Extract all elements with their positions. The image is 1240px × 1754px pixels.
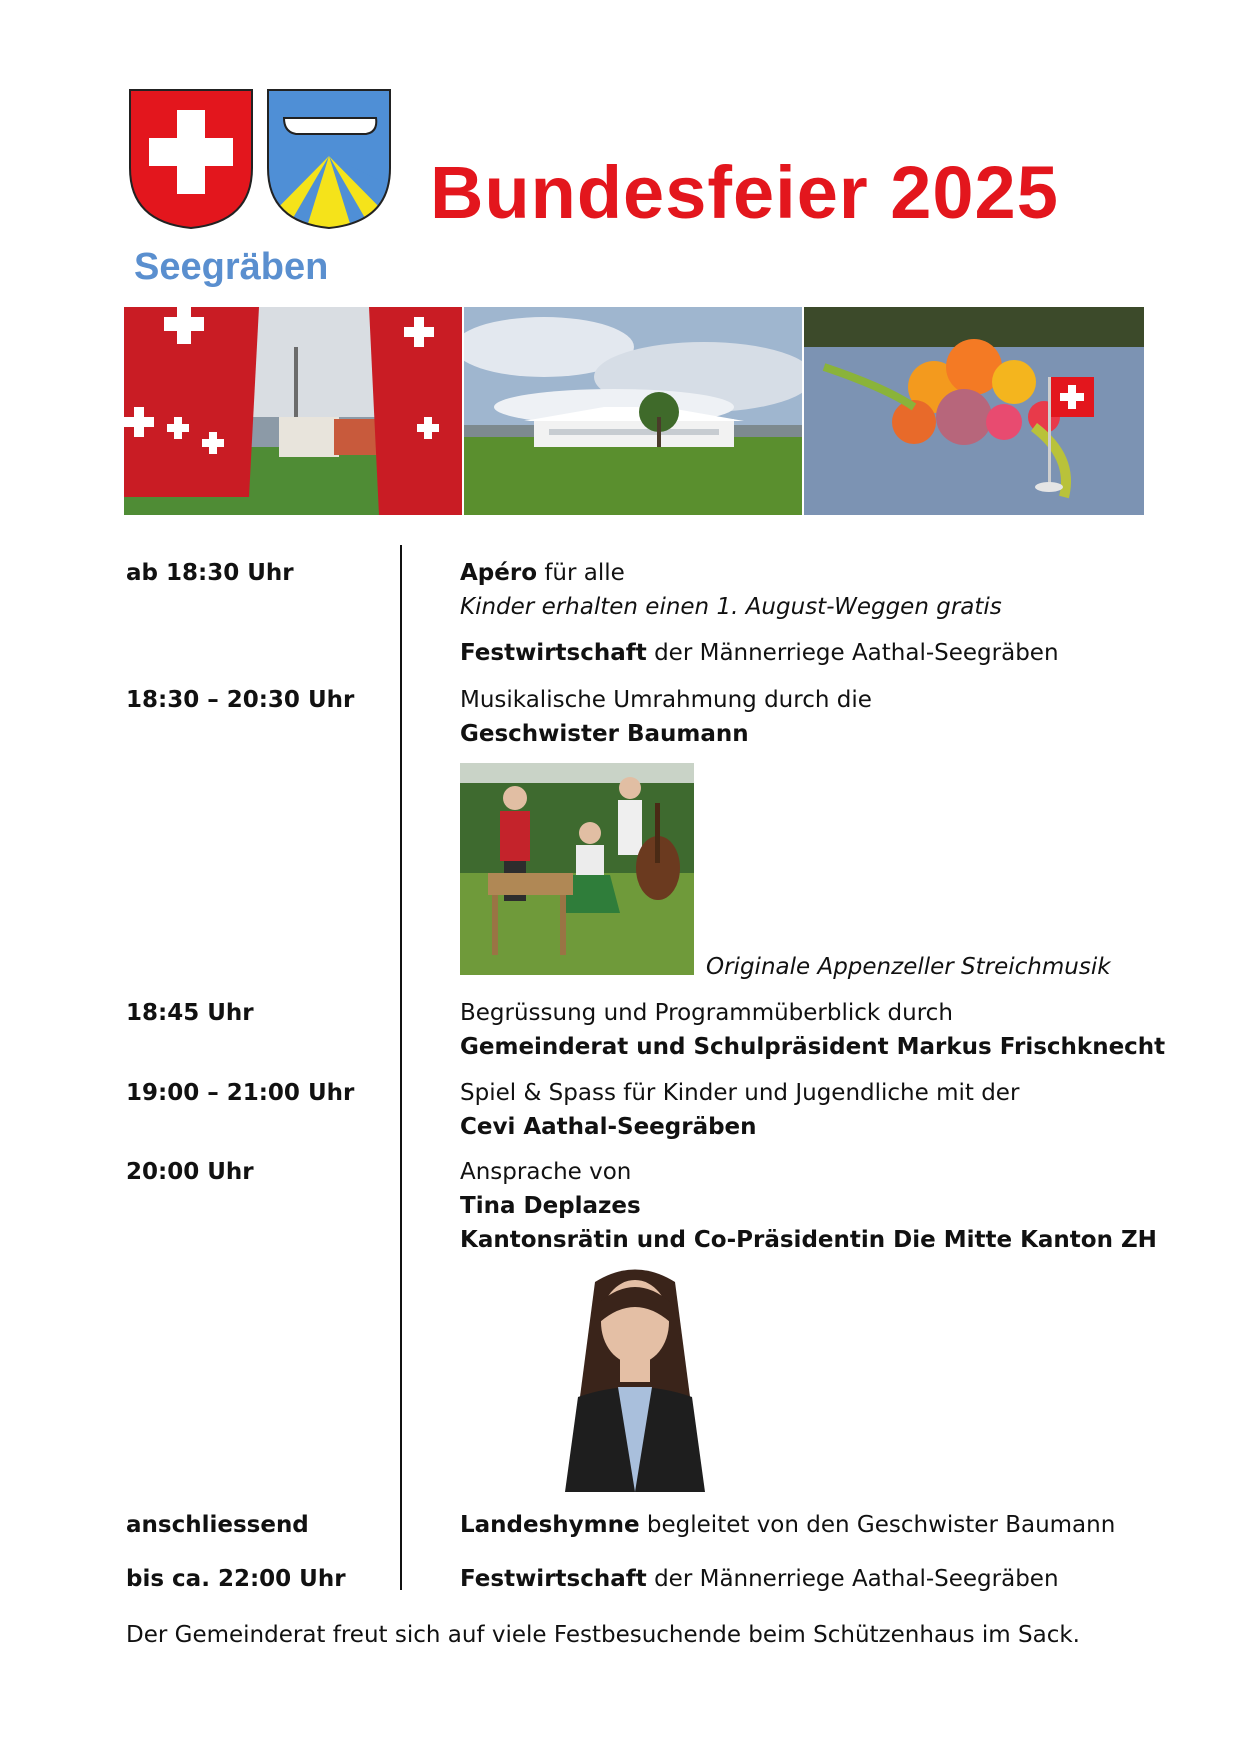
time-apero: ab 18:30 Uhr — [126, 560, 294, 586]
swiss-coat-of-arms — [128, 88, 254, 230]
music-performers: Geschwister Baumann — [460, 721, 749, 747]
children-note: Kinder erhalten einen 1. August-Weggen gratis — [460, 594, 1002, 620]
time-games: 19:00 – 21:00 Uhr — [126, 1080, 355, 1106]
anthem-line: Landeshymne begleitet von den Geschwister Baumann — [460, 1512, 1116, 1538]
games-host: Cevi Aathal-Seegräben — [460, 1114, 757, 1140]
photo-village-flags — [124, 307, 462, 515]
time-music: 18:30 – 20:30 Uhr — [126, 687, 355, 713]
speech-speaker-role: Kantonsrätin und Co-Präsidentin Die Mitte Kanton ZH — [460, 1227, 1157, 1253]
welcome-intro: Begrüssung und Programmüberblick durch — [460, 1000, 953, 1026]
welcome-speaker: Gemeinderat und Schulpräsident Markus Frischknecht — [460, 1034, 1166, 1060]
photo-flower-arrangement — [804, 307, 1144, 515]
music-intro: Musikalische Umrahmung durch die — [460, 687, 872, 713]
time-anthem: anschliessend — [126, 1512, 309, 1538]
page-title: Bundesfeier 2025 — [430, 151, 1059, 234]
games-intro: Spiel & Spass für Kinder und Jugendliche mit der — [460, 1080, 1020, 1106]
speech-intro: Ansprache von — [460, 1159, 632, 1185]
apero-line: Apéro für alle — [460, 560, 625, 586]
time-closing: bis ca. 22:00 Uhr — [126, 1566, 346, 1592]
time-speech: 20:00 Uhr — [126, 1159, 254, 1185]
municipality-name: Seegräben — [134, 246, 329, 288]
festwirtschaft-line: Festwirtschaft der Männerriege Aathal-Seegräben — [460, 640, 1059, 666]
schedule-divider — [400, 545, 402, 1590]
footer-note: Der Gemeinderat freut sich auf viele Festbesuchende beim Schützenhaus im Sack. — [126, 1622, 1080, 1648]
speech-speaker: Tina Deplazes — [460, 1193, 641, 1219]
closing-line: Festwirtschaft der Männerriege Aathal-Seegräben — [460, 1566, 1059, 1592]
photo-festival-tent — [464, 307, 802, 515]
photo-speaker — [460, 1262, 812, 1492]
time-welcome: 18:45 Uhr — [126, 1000, 254, 1026]
seegraeben-coat-of-arms — [266, 88, 392, 230]
photo-geschwister-baumann — [460, 763, 694, 975]
band-caption: Originale Appenzeller Streichmusik — [706, 954, 1111, 980]
